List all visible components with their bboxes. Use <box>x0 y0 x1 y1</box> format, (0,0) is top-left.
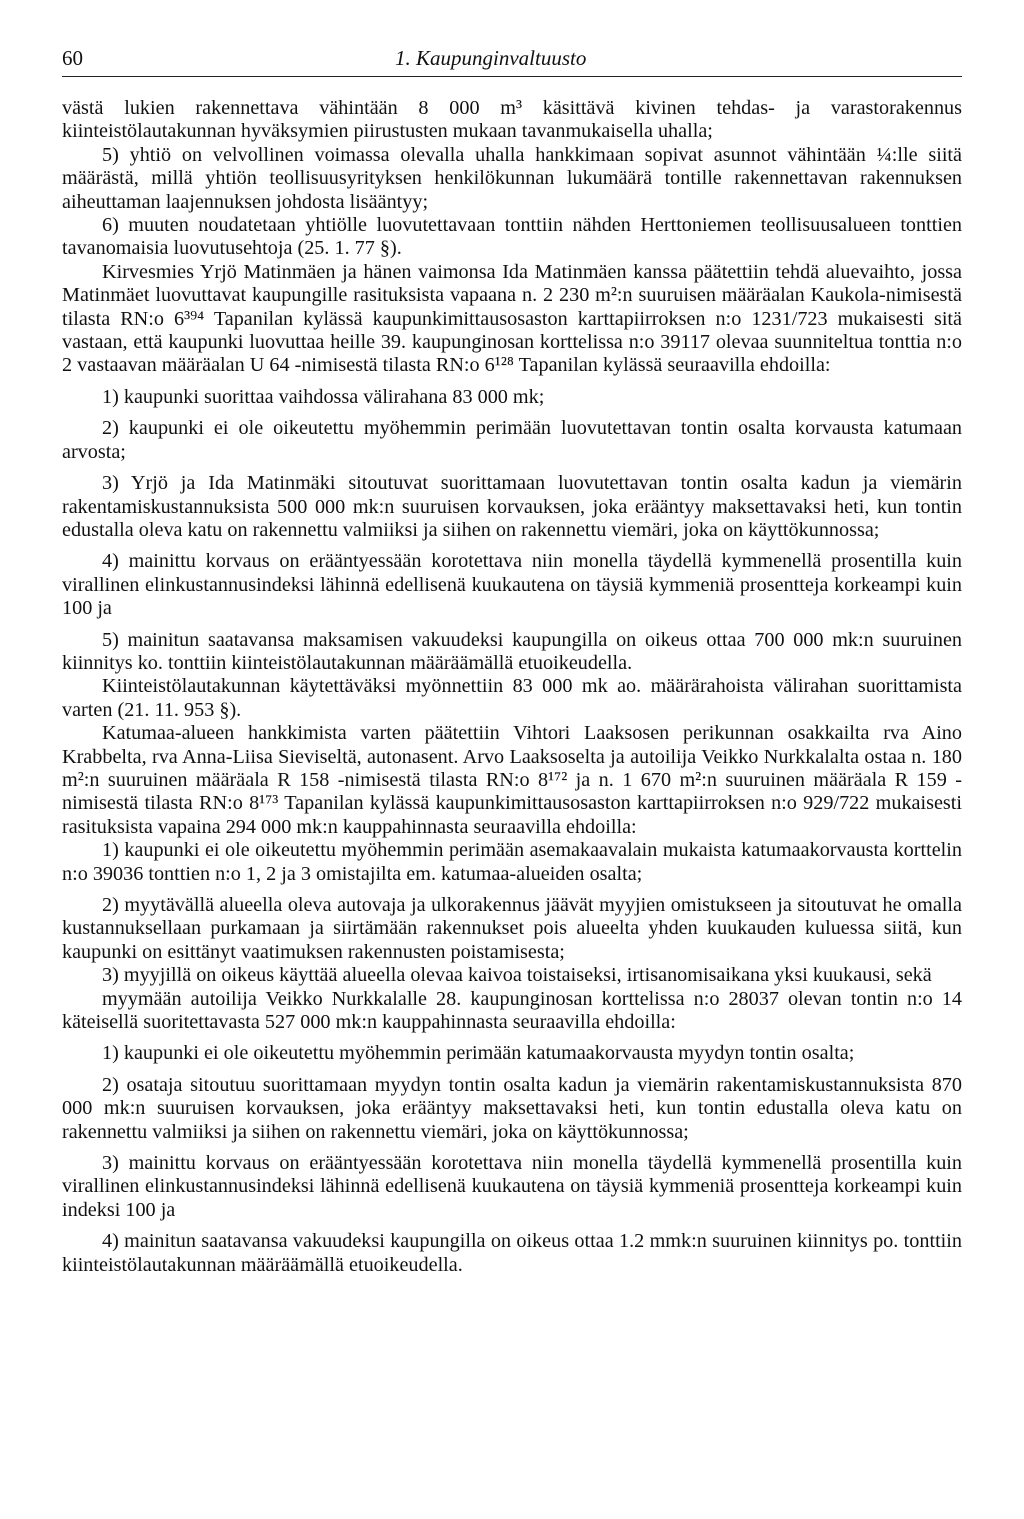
condition-item: 1) kaupunki suorittaa vaihdossa välirahana 83 000 mk; <box>102 385 545 408</box>
condition-item: 5) mainitun saatavansa maksamisen vakuudeksi kaupungilla on oikeus ottaa 700 000 mk:n suuruinen kiinnitys ko. tonttiin kiinteistölautakunnan määräämällä etuoikeudella. <box>62 628 962 674</box>
condition-item: 6) muuten noudatetaan yhtiölle luovutettavaan tonttiin nähden Herttoniemen teollisuusalueen tonttien tavanomaisia luovutusehtoja (25. 1. 77 §). <box>62 214 962 260</box>
paragraph: Kirvesmies Yrjö Matinmäen ja hänen vaimonsa Ida Matinmäen kanssa päätettiin tehdä aluevaihto, jossa Matinmäet luovuttavat kaupungille rasituksista vapaana n. 2 230 m²:n suuruisen määräalan Kaukola-nimisestä tilasta RN:o 6³⁹⁴ Tapanilan kylässä kaupunkimittausosaston karttapiirroksen n:o 1231/723 mukaisesti sitä vastaan, että kaupunki luovuttaa heille 39. kaupunginosan korttelissa n:o 39117 olevaa suunniteltua tonttia n:o 2 vastaavan määräalan U 64 -nimisestä tilasta RN:o 6¹²⁸ Tapanilan kylässä seuraavilla ehdoilla: <box>62 260 962 377</box>
paragraph-continuation: västä lukien rakennettava vähintään 8 000 m³ käsittävä kivinen tehdas- ja varastorakennus kiinteistölautakunnan hyväksymien piirustusten mukaan tavanmukaisella uhalla; <box>62 97 962 143</box>
running-head: 1. Kaupunginvaltuusto <box>395 46 587 70</box>
condition-item: 5) yhtiö on velvollinen voimassa olevalla uhalla hankkimaan sopivat asunnot vähintään ¼:lle siitä määrästä, millä yhtiön teollisuusyrityksen henkilökunnan lukumäärä tontille rakennettavan rakennuksen aiheuttaman laajennuksen johdosta lisääntyy; <box>62 143 962 213</box>
condition-item: 3) myyjillä on oikeus käyttää alueella olevaa kaivoa toistaiseksi, irtisanomisaikana yksi kuukausi, sekä <box>102 964 932 987</box>
condition-item: 1) kaupunki ei ole oikeutettu myöhemmin perimään katumaakorvausta myydyn tontin osalta; <box>102 1042 855 1065</box>
condition-item: 3) mainittu korvaus on erääntyessään korotettava niin monella täydellä kymmenellä prosentilla kuin virallinen elinkustannusindeksi lähinnä edellisenä kuukautena on täysiä kymmeniä prosentteja korkeampi kuin indeksi 100 ja <box>62 1152 962 1221</box>
condition-item: 4) mainittu korvaus on erääntyessään korotettava niin monella täydellä kymmenellä prosentilla kuin virallinen elinkustannusindeksi lähinnä edellisenä kuukautena on täysiä kymmeniä prosentteja korkeampi kuin 100 ja <box>62 550 962 620</box>
paragraph: myymään autoilija Veikko Nurkkalalle 28. kaupunginosan korttelissa n:o 28037 olevan tontin n:o 14 käteisellä suoritettavasta 527 000 mk:n kauppahinnasta seuraavilla ehdoilla: <box>62 987 962 1034</box>
condition-item: 2) kaupunki ei ole oikeutettu myöhemmin perimään luovutettavan tontin osalta korvausta katumaan arvosta; <box>62 417 962 463</box>
paragraph: Kiinteistölautakunnan käytettäväksi myönnettiin 83 000 mk ao. määrärahoista välirahan suorittamista varten (21. 11. 953 §). <box>62 675 962 721</box>
condition-item: 1) kaupunki ei ole oikeutettu myöhemmin perimään asemakaavalain mukaista katumaakorvausta korttelin n:o 39036 tonttien n:o 1, 2 ja 3 omistajilta em. katumaa-alueiden osalta; <box>62 839 962 885</box>
condition-item: 2) osataja sitoutuu suorittamaan myydyn tontin osalta kadun ja viemärin rakentamiskustannuksista 870 000 mk:n suuruisen korvauksen, joka erääntyy maksettavaksi heti, kun tontin edustalla oleva katu on rakennettu valmiiksi ja siihen on rakennettu viemäri, joka on käyttökunnossa; <box>62 1073 962 1143</box>
condition-item: 4) mainitun saatavansa vakuudeksi kaupungilla on oikeus ottaa 1.2 mmk:n suuruinen kiinnitys po. tonttiin kiinteistölautakunnan määräämällä etuoikeudella. <box>62 1230 962 1276</box>
body-text <box>62 97 962 1277</box>
condition-item: 3) Yrjö ja Ida Matinmäki sitoutuvat suorittamaan luovutettavan tontin osalta kadun ja viemärin rakentamiskustannuksista 500 000 mk:n suuruisen korvauksen, joka erääntyy maksettavaksi heti, kun tontin edustalla oleva katu on rakennettu valmiiksi ja siihen on rakennettu viemäri, joka on käyttökunnossa; <box>62 472 962 541</box>
page-number: 60 <box>62 46 83 70</box>
page-header <box>62 46 962 77</box>
condition-item: 2) myytävällä alueella oleva autovaja ja ulkorakennus jäävät myyjien omistukseen ja sitoutuvat he omalla kustannuksellaan purkamaan ja siirtämään rakennukset pois alueelta yhden kuukauden kuluessa siitä, kun kaupunki on esittänyt vaatimuksen rakennusten poistamisesta; <box>62 894 962 963</box>
paragraph: Katumaa-alueen hankkimista varten päätettiin Vihtori Laaksosen perikunnan osakkailta rva Aino Krabbelta, rva Anna-Liisa Sieviseltä, autonasent. Arvo Laaksoselta ja autoilija Veikko Nurkkalalta ostaa n. 180 m²:n suuruinen määräala R 158 -nimisestä tilasta RN:o 8¹⁷² ja n. 1 670 m²:n suuruinen määräala R 159 -nimisestä tilasta RN:o 8¹⁷³ Tapanilan kylässä kaupunkimittausosaston karttapiirroksen n:o 929/722 mukaisesti rasituksista vapaina 294 000 mk:n kauppahinnasta seuraavilla ehdoilla: <box>62 722 962 838</box>
